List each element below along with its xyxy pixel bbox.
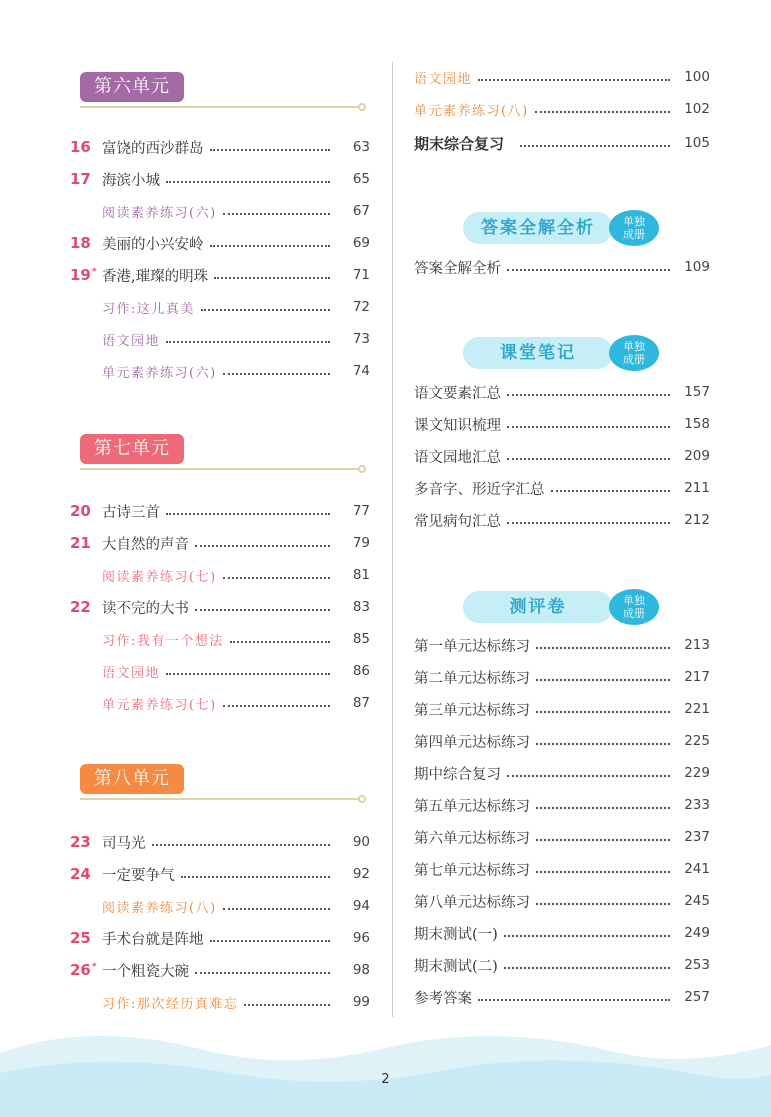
leader-dots: [520, 145, 670, 147]
toc-entry[interactable]: [414, 853, 710, 885]
unit-8-contents: [70, 826, 370, 1018]
entry-title: 习作:这儿真美: [102, 301, 195, 317]
entry-title: 一定要争气: [102, 867, 175, 884]
lesson-number-text: 20: [70, 502, 91, 520]
toc-entry[interactable]: [414, 917, 710, 949]
entry-title: 读不完的大书: [102, 600, 189, 617]
lesson-number-text: 19: [70, 266, 91, 284]
toc-entry[interactable]: [70, 890, 370, 922]
entry-page-number: 157: [684, 384, 710, 400]
toc-entry[interactable]: [414, 693, 710, 725]
entry-page-number: 98: [352, 962, 370, 978]
toc-entry[interactable]: [70, 655, 370, 687]
entry-title: 第一单元达标练习: [414, 638, 530, 655]
leader-dots: [507, 426, 670, 428]
unit-8-rule: [80, 798, 362, 800]
entry-title: 阅读素养练习(八): [102, 900, 217, 916]
entry-page-number: 92: [352, 866, 370, 882]
toc-entry[interactable]: [414, 885, 710, 917]
leader-dots: [244, 1004, 330, 1006]
entry-title: 语文要素汇总: [414, 385, 501, 402]
leader-dots: [507, 394, 670, 396]
leader-dots: [507, 522, 670, 524]
leader-dots: [210, 149, 331, 151]
entry-title: 大自然的声音: [102, 536, 189, 553]
toc-entry[interactable]: [70, 259, 370, 291]
leader-dots: [478, 999, 670, 1001]
lesson-number: [70, 502, 102, 520]
entry-page-number: 94: [352, 898, 370, 914]
entry-page-number: 81: [352, 567, 370, 583]
optional-lesson-star: *: [91, 267, 97, 277]
footer-wave-decoration: [0, 1025, 771, 1117]
entry-title: 第五单元达标练习: [414, 798, 530, 815]
leader-dots: [536, 679, 670, 681]
leader-dots: [504, 967, 670, 969]
toc-entry[interactable]: [70, 826, 370, 858]
entry-page-number: 237: [684, 829, 710, 845]
leader-dots: [536, 871, 670, 873]
leader-dots: [223, 577, 330, 579]
toc-entry[interactable]: [70, 986, 370, 1018]
leader-dots: [536, 743, 670, 745]
toc-entry[interactable]: [414, 757, 710, 789]
toc-entry[interactable]: [70, 922, 370, 954]
entry-page-number: 102: [684, 101, 710, 117]
unit-7-rule: [80, 468, 362, 470]
entry-page-number: 213: [684, 637, 710, 653]
entry-title: 参考答案: [414, 990, 472, 1007]
badge-line-2: 成册: [623, 228, 645, 241]
toc-entry[interactable]: [414, 376, 710, 408]
notes-contents: [414, 376, 710, 536]
lesson-number: [70, 929, 102, 947]
tests-section-header: [463, 589, 663, 625]
toc-entry[interactable]: [70, 954, 370, 986]
entry-page-number: 233: [684, 797, 710, 813]
toc-entry[interactable]: [414, 93, 710, 125]
entry-title: 期中综合复习: [414, 766, 501, 783]
page-number: 2: [381, 1072, 390, 1087]
lesson-number-text: 21: [70, 534, 91, 552]
entry-page-number: 74: [352, 363, 370, 379]
toc-entry[interactable]: [414, 408, 710, 440]
entry-page-number: 245: [684, 893, 710, 909]
unit-8-continued-contents: [414, 61, 710, 125]
entry-title: 第三单元达标练习: [414, 702, 530, 719]
toc-entry[interactable]: [414, 661, 710, 693]
entry-title: 阅读素养练习(六): [102, 205, 217, 221]
notes-section-header: [463, 335, 663, 371]
entry-page-number: 65: [352, 171, 370, 187]
lesson-number: [70, 833, 102, 851]
leader-dots: [166, 181, 330, 183]
entry-page-number: 86: [352, 663, 370, 679]
leader-dots: [536, 839, 670, 841]
entry-page-number: 225: [684, 733, 710, 749]
lesson-number-text: 23: [70, 833, 91, 851]
entry-page-number: 90: [352, 834, 370, 850]
toc-entry[interactable]: [414, 251, 710, 283]
entry-page-number: 212: [684, 512, 710, 528]
lesson-number: [70, 534, 102, 552]
entry-title: 答案全解全析: [414, 260, 501, 277]
entry-page-number: 72: [352, 299, 370, 315]
entry-title: 习作:我有一个想法: [102, 633, 224, 649]
leader-dots: [504, 935, 670, 937]
toc-entry[interactable]: [414, 504, 710, 536]
entry-title: 常见病句汇总: [414, 513, 501, 530]
entry-page-number: 211: [684, 480, 710, 496]
toc-entry[interactable]: [70, 227, 370, 259]
unit-7-banner: [80, 434, 362, 474]
leader-dots: [210, 245, 331, 247]
leader-dots: [230, 641, 330, 643]
entry-page-number: 73: [352, 331, 370, 347]
leader-dots: [166, 673, 330, 675]
unit-6-title: 第六单元: [80, 72, 184, 102]
entry-title: 古诗三首: [102, 504, 160, 521]
column-divider: [392, 62, 393, 1017]
toc-entry[interactable]: [70, 527, 370, 559]
unit-8-banner: [80, 764, 362, 804]
entry-title: 第二单元达标练习: [414, 670, 530, 687]
entry-title: 第七单元达标练习: [414, 862, 530, 879]
entry-page-number: 229: [684, 765, 710, 781]
entry-title: 课文知识梳理: [414, 417, 501, 434]
entry-page-number: 67: [352, 203, 370, 219]
entry-title: 手术台就是阵地: [102, 931, 204, 948]
unit-6-contents: [70, 131, 370, 387]
badge-line-1: 单独: [623, 340, 645, 353]
final-review-title: 期末综合复习: [414, 134, 505, 153]
toc-entry[interactable]: [70, 858, 370, 890]
entry-page-number: 77: [352, 503, 370, 519]
leader-dots: [536, 711, 670, 713]
toc-entry[interactable]: [70, 495, 370, 527]
entry-title: 习作:那次经历真难忘: [102, 996, 239, 1012]
leader-dots: [166, 341, 330, 343]
lesson-number-text: 25: [70, 929, 91, 947]
entry-page-number: 71: [352, 267, 370, 283]
entry-title: 期末测试(一): [414, 926, 498, 943]
toc-entry[interactable]: [414, 725, 710, 757]
leader-dots: [166, 513, 330, 515]
entry-page-number: 79: [352, 535, 370, 551]
entry-title: 阅读素养练习(七): [102, 569, 217, 585]
leader-dots: [223, 908, 330, 910]
entry-page-number: 99: [352, 994, 370, 1010]
leader-dots: [195, 972, 330, 974]
leader-dots: [507, 458, 670, 460]
leader-dots: [210, 940, 331, 942]
leader-dots: [507, 775, 670, 777]
toc-entry[interactable]: [70, 163, 370, 195]
separate-volume-badge: [609, 210, 659, 246]
entry-title: 语文园地汇总: [414, 449, 501, 466]
entry-title: 海滨小城: [102, 172, 160, 189]
leader-dots: [536, 647, 670, 649]
lesson-number-text: 18: [70, 234, 91, 252]
toc-entry-final-review[interactable]: [414, 127, 710, 159]
toc-entry[interactable]: [70, 591, 370, 623]
unit-7-contents: [70, 495, 370, 719]
entry-title: 第四单元达标练习: [414, 734, 530, 751]
leader-dots: [214, 277, 330, 279]
unit-7-title: 第七单元: [80, 434, 184, 464]
toc-entry[interactable]: [70, 323, 370, 355]
entry-page-number: 253: [684, 957, 710, 973]
entry-page-number: 100: [684, 69, 710, 85]
badge-line-2: 成册: [623, 353, 645, 366]
entry-page-number: 257: [684, 989, 710, 1005]
lesson-number: [70, 598, 102, 616]
toc-entry[interactable]: [414, 472, 710, 504]
unit-8-title: 第八单元: [80, 764, 184, 794]
entry-page-number: 69: [352, 235, 370, 251]
toc-entry[interactable]: [70, 355, 370, 387]
entry-page-number: 85: [352, 631, 370, 647]
leader-dots: [223, 705, 330, 707]
leader-dots: [536, 807, 670, 809]
answers-section-header: [463, 210, 663, 246]
lesson-number: [70, 266, 102, 284]
lesson-number: [70, 170, 102, 188]
entry-page-number: 249: [684, 925, 710, 941]
toc-entry[interactable]: [70, 131, 370, 163]
entry-page-number: 221: [684, 701, 710, 717]
entry-title: 语文园地: [102, 333, 161, 349]
answers-contents: [414, 251, 710, 283]
entry-title: 富饶的西沙群岛: [102, 140, 204, 157]
entry-page-number: 96: [352, 930, 370, 946]
leader-dots: [536, 903, 670, 905]
entry-page-number: 209: [684, 448, 710, 464]
toc-entry[interactable]: [70, 195, 370, 227]
entry-title: 第八单元达标练习: [414, 894, 530, 911]
tests-section-title: 测评卷: [463, 591, 613, 623]
answers-section-title: 答案全解全析: [463, 212, 613, 244]
toc-entry[interactable]: [70, 623, 370, 655]
final-review-contents: [414, 127, 710, 159]
leader-dots: [478, 79, 670, 81]
final-review-page: 105: [684, 135, 710, 151]
badge-line-2: 成册: [623, 607, 645, 620]
leader-dots: [201, 309, 330, 311]
entry-page-number: 158: [684, 416, 710, 432]
lesson-number: [70, 138, 102, 156]
entry-title: 语文园地: [414, 71, 473, 87]
leader-dots: [223, 373, 330, 375]
lesson-number-text: 24: [70, 865, 91, 883]
entry-page-number: 83: [352, 599, 370, 615]
leader-dots: [195, 609, 330, 611]
entry-page-number: 87: [352, 695, 370, 711]
toc-entry[interactable]: [414, 821, 710, 853]
toc-entry[interactable]: [414, 61, 710, 93]
entry-title: 一个粗瓷大碗: [102, 963, 189, 980]
entry-page-number: 63: [352, 139, 370, 155]
leader-dots: [535, 111, 670, 113]
lesson-number-text: 22: [70, 598, 91, 616]
optional-lesson-star: *: [91, 962, 97, 972]
lesson-number-text: 26: [70, 961, 91, 979]
badge-line-1: 单独: [623, 215, 645, 228]
toc-entry[interactable]: [414, 629, 710, 661]
tests-contents: [414, 629, 710, 1013]
leader-dots: [551, 490, 671, 492]
entry-title: 语文园地: [102, 665, 161, 681]
entry-title: 美丽的小兴安岭: [102, 236, 204, 253]
lesson-number: [70, 865, 102, 883]
entry-title: 第六单元达标练习: [414, 830, 530, 847]
unit-6-banner: [80, 72, 362, 112]
entry-title: 多音字、形近字汇总: [414, 481, 545, 498]
leader-dots: [152, 844, 331, 846]
leader-dots: [195, 545, 330, 547]
toc-entry[interactable]: [414, 440, 710, 472]
entry-title: 单元素养练习(七): [102, 697, 217, 713]
lesson-number-text: 17: [70, 170, 91, 188]
unit-6-rule: [80, 106, 362, 108]
lesson-number: [70, 961, 102, 979]
toc-entry[interactable]: [414, 981, 710, 1013]
toc-entry[interactable]: [70, 687, 370, 719]
entry-page-number: 217: [684, 669, 710, 685]
entry-title: 单元素养练习(六): [102, 365, 217, 381]
leader-dots: [181, 876, 331, 878]
toc-entry[interactable]: [70, 559, 370, 591]
entry-title: 司马光: [102, 835, 146, 852]
entry-title: 香港,璀璨的明珠: [102, 268, 209, 285]
toc-entry[interactable]: [70, 291, 370, 323]
separate-volume-badge: [609, 589, 659, 625]
entry-page-number: 109: [684, 259, 710, 275]
leader-dots: [223, 213, 330, 215]
lesson-number-text: 16: [70, 138, 91, 156]
lesson-number: [70, 234, 102, 252]
leader-dots: [507, 269, 670, 271]
toc-entry[interactable]: [414, 789, 710, 821]
toc-entry[interactable]: [414, 949, 710, 981]
entry-page-number: 241: [684, 861, 710, 877]
entry-title: 单元素养练习(八): [414, 103, 529, 119]
separate-volume-badge: [609, 335, 659, 371]
badge-line-1: 单独: [623, 594, 645, 607]
entry-title: 期末测试(二): [414, 958, 498, 975]
notes-section-title: 课堂笔记: [463, 337, 613, 369]
